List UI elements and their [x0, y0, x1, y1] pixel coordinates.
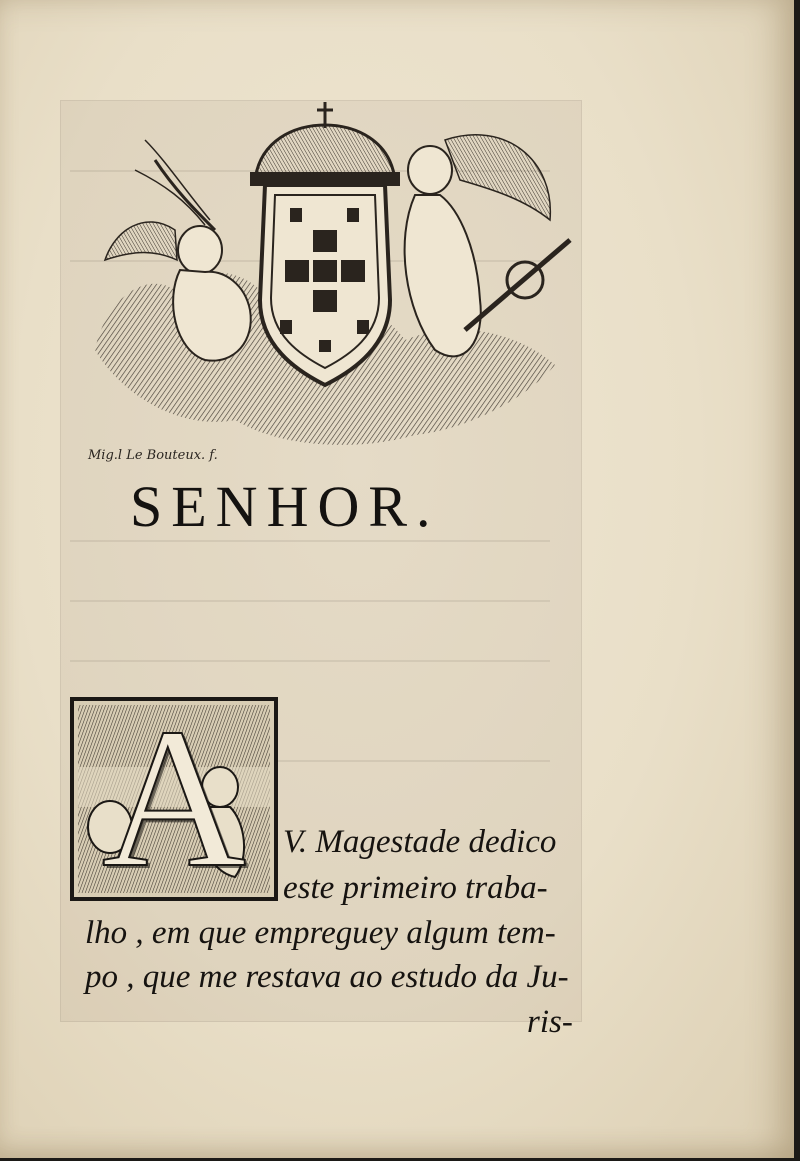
dedication-heading: SENHOR.: [130, 474, 440, 539]
initial-letter: A: [101, 688, 247, 909]
body-line-1: V. Magestade dedico: [283, 824, 557, 860]
body-line-4: po , que me restava ao estudo da Ju-: [85, 959, 569, 995]
engraver-signature: Mig.l Le Bouteux. f.: [88, 448, 218, 463]
royal-coat-of-arms-with-cherubs-icon: [85, 100, 575, 460]
decorated-initial: [70, 688, 278, 909]
coat-of-arms-vignette: [85, 100, 575, 460]
body-line-2: este primeiro traba-: [283, 870, 548, 906]
body-line-3: lho , em que empreguey algum tem-: [85, 915, 556, 951]
catchword: ris-: [527, 1004, 573, 1040]
